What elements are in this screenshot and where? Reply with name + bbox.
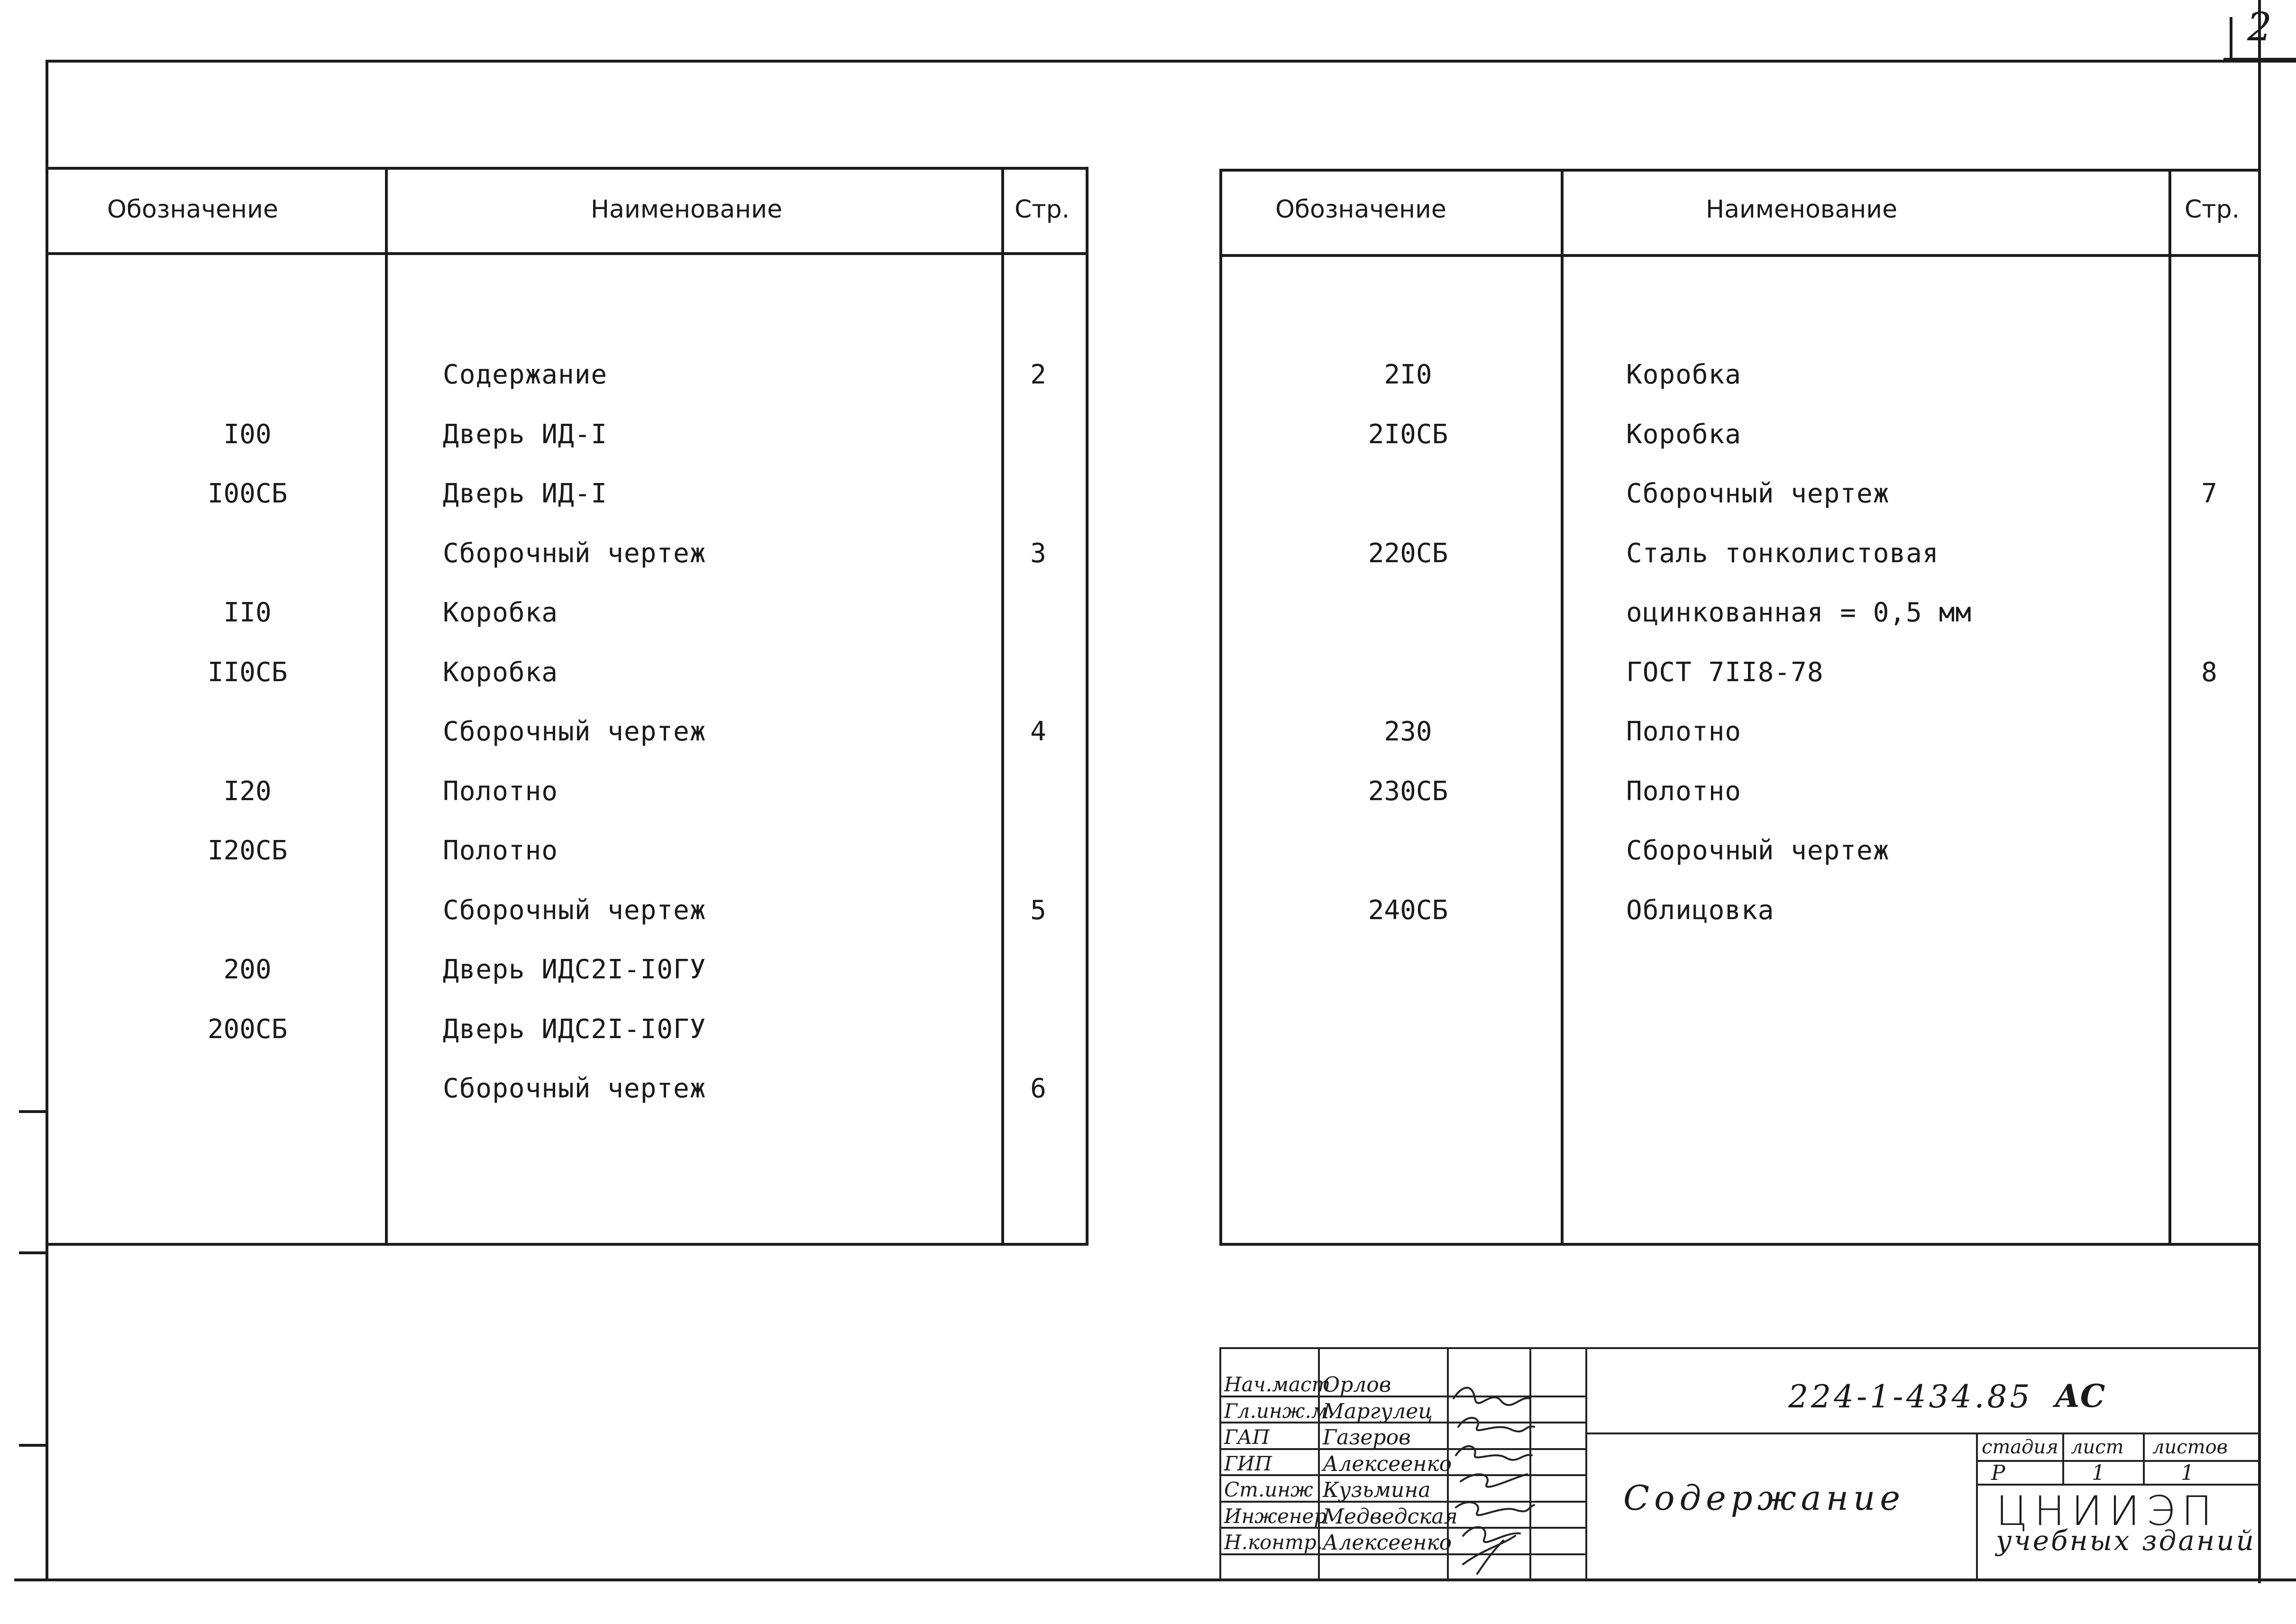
row-designation: 230СБ [1368, 776, 1448, 807]
row-designation: 200 [223, 954, 272, 985]
table-column-rule [385, 167, 388, 1246]
staff-role: Ст.инж [1224, 1478, 1313, 1501]
sheet-value: 1 [2092, 1461, 2105, 1485]
stage-value: Р [1991, 1461, 2005, 1485]
row-name: Сборочный чертеж [443, 894, 706, 926]
staff-name: Медведская [1323, 1505, 1458, 1529]
organization-subtitle: учебных зданий [1996, 1524, 2256, 1557]
row-name: Облицовка [1626, 894, 1775, 926]
staff-role: ГАП [1224, 1425, 1270, 1449]
row-designation: 230 [1384, 716, 1432, 747]
row-name: Полотно [1626, 776, 1742, 807]
row-name: Полотно [1626, 716, 1742, 747]
margin-tick [19, 1444, 47, 1447]
document-title: Содержание [1623, 1478, 1905, 1518]
table-border [47, 1243, 1089, 1246]
table-border [1086, 167, 1089, 1246]
row-name: Дверь ИДС2I-I0ГУ [443, 1013, 706, 1045]
sheet-number-corner-line [2223, 58, 2296, 61]
table-border [1219, 169, 1222, 1245]
row-page: 4 [1030, 716, 1046, 747]
margin-tick [19, 1251, 47, 1254]
title-block-left [1219, 1347, 1221, 1579]
table-header-rule [1219, 254, 2260, 257]
row-name: Сборочный чертеж [1626, 835, 1890, 866]
sheet-number: 2 [2247, 5, 2272, 50]
row-designation: 220СБ [1368, 538, 1448, 569]
staff-name: Маргулец [1323, 1399, 1433, 1423]
table-header-rule [47, 252, 1089, 255]
row-name: Коробка [443, 657, 558, 688]
row-page: 5 [1030, 894, 1046, 926]
sheet-label: лист [2071, 1436, 2124, 1458]
header-designation: Обозначение [107, 195, 278, 224]
row-name: Дверь ИД-I [443, 419, 608, 450]
header-name: Наименование [591, 195, 783, 224]
staff-name: Алексеенко [1323, 1452, 1452, 1476]
row-name: Содержание [443, 359, 608, 390]
row-page: 3 [1030, 538, 1046, 569]
title-block-divider [1585, 1347, 1587, 1579]
row-name: Коробка [1626, 359, 1742, 390]
stage-value-rule [1976, 1484, 2260, 1486]
row-name: Сборочный чертеж [1626, 478, 1890, 509]
title-block-divider [1976, 1432, 1978, 1579]
row-page: 2 [1030, 359, 1046, 390]
staff-name: Кузьмина [1323, 1478, 1431, 1502]
sheets-label: листов [2152, 1436, 2228, 1458]
row-name: Дверь ИД-I [443, 478, 608, 509]
row-designation: 2I0СБ [1368, 419, 1448, 450]
header-designation: Обозначение [1275, 195, 1446, 224]
row-designation: II0 [223, 597, 272, 628]
stage-grid-line [2062, 1432, 2064, 1485]
row-name: Сборочный чертеж [443, 716, 706, 747]
row-name: Дверь ИДС2I-I0ГУ [443, 954, 706, 985]
table-border [1219, 1243, 2260, 1246]
staff-role: Н.контр. [1224, 1531, 1323, 1554]
row-designation: I20 [223, 776, 272, 807]
row-name: Сборочный чертеж [443, 1073, 706, 1104]
row-designation: I00 [223, 419, 272, 450]
title-block-rule [1585, 1432, 2260, 1434]
row-name: Коробка [1626, 419, 1742, 450]
staff-role: Инженер [1224, 1505, 1327, 1528]
row-name: Полотно [443, 776, 558, 807]
stage-grid-line [2143, 1432, 2145, 1485]
row-page: 8 [2201, 657, 2217, 688]
staff-role: Гл.инж.м. [1224, 1399, 1334, 1423]
sheets-value: 1 [2181, 1461, 2194, 1485]
row-page: 6 [1030, 1073, 1046, 1104]
row-page: 7 [2201, 478, 2217, 509]
stage-label-rule [1976, 1460, 2260, 1462]
row-designation: I00СБ [207, 478, 288, 509]
header-page: Стр. [2185, 195, 2240, 224]
frame-bottom [14, 1578, 2296, 1581]
row-designation: II0СБ [207, 657, 288, 688]
staff-name: Алексеенко [1323, 1531, 1452, 1555]
row-name: Полотно [443, 835, 558, 866]
table-column-rule [1001, 167, 1004, 1246]
row-name: оцинкованная = 0,5 мм [1626, 597, 1972, 628]
document-suffix: АС [2055, 1378, 2105, 1414]
staff-role: ГИП [1224, 1452, 1272, 1475]
signatures [1449, 1379, 1539, 1578]
organization-name: ЦНИИЭП [1996, 1487, 2219, 1535]
staff-grid-line [1219, 1579, 1585, 1581]
table-border [1219, 169, 2260, 172]
staff-grid-line [1219, 1347, 1585, 1349]
stage-label: стадия [1982, 1436, 2058, 1458]
table-column-rule [1561, 169, 1564, 1245]
row-designation: 240СБ [1368, 894, 1448, 926]
row-designation: I20СБ [207, 835, 288, 866]
row-name: Сборочный чертеж [443, 538, 706, 569]
table-column-rule [2168, 169, 2171, 1245]
row-designation: 200СБ [207, 1013, 288, 1045]
row-designation: 2I0 [1384, 359, 1432, 390]
row-name: Коробка [443, 597, 558, 628]
staff-name: Газеров [1323, 1425, 1411, 1450]
staff-role: Нач.маст [1224, 1373, 1331, 1396]
document-code: 224-1-434.85 [1788, 1378, 2033, 1415]
staff-name: Орлов [1323, 1373, 1391, 1397]
frame-left [46, 60, 48, 1581]
frame-right [2258, 0, 2261, 1583]
sheet-number-tick [2230, 17, 2232, 60]
margin-tick [19, 1110, 47, 1113]
header-name: Наименование [1706, 195, 1898, 224]
row-name: Сталь тонколистовая [1626, 538, 1939, 569]
frame-top [46, 60, 2296, 63]
header-page: Стр. [1015, 195, 1070, 224]
row-name: ГОСТ 7II8-78 [1626, 657, 1824, 688]
table-border [47, 167, 1089, 170]
